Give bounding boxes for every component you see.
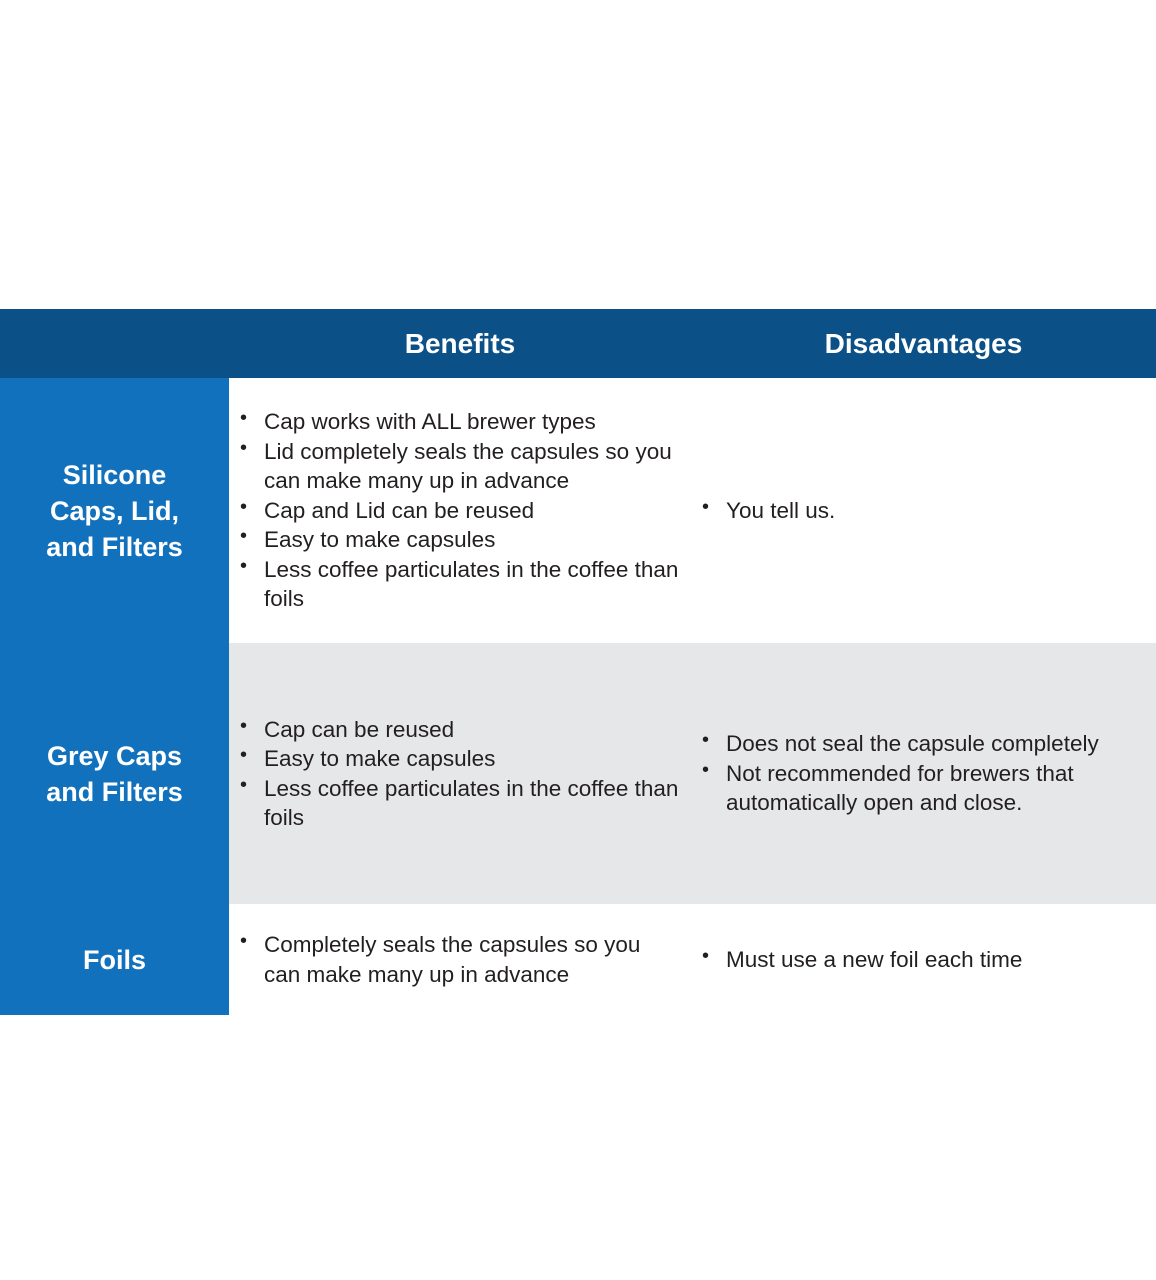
table-row bbox=[0, 904, 1156, 1015]
benefit-item: • Cap and Lid can be reused bbox=[236, 496, 682, 526]
benefit-item: • Less coffee particulates in the coffee than foils bbox=[236, 774, 682, 833]
benefits-cell bbox=[232, 378, 690, 643]
disadvantage-item: • Does not seal the capsule completely bbox=[698, 729, 1148, 759]
benefit-item: • Completely seals the capsules so you can make many up in advance bbox=[236, 930, 682, 989]
header-corner-cell bbox=[0, 309, 229, 378]
disadvantages-list bbox=[698, 945, 1148, 975]
header-disadvantages: Disadvantages bbox=[824, 328, 1023, 359]
benefits-list bbox=[236, 407, 682, 614]
benefits-cell bbox=[232, 643, 690, 904]
benefit-item: • Lid completely seals the capsules so you can make many up in advance bbox=[236, 437, 682, 496]
row-label-foils bbox=[0, 904, 229, 1015]
benefit-item: • Cap can be reused bbox=[236, 715, 682, 745]
disadvantages-cell bbox=[694, 643, 1152, 904]
row-label-line: Silicone bbox=[62, 459, 167, 490]
row-label-silicone bbox=[0, 378, 229, 643]
disadvantage-item: • You tell us. bbox=[698, 496, 1148, 526]
benefits-list bbox=[236, 930, 682, 989]
disadvantages-list bbox=[698, 496, 1148, 526]
benefit-item: • Cap works with ALL brewer types bbox=[236, 407, 682, 437]
comparison-table bbox=[0, 309, 1156, 1015]
table-row bbox=[0, 378, 1156, 643]
row-label-line: Grey Caps bbox=[46, 740, 183, 771]
disadvantages-cell bbox=[694, 378, 1152, 643]
row-label-line: Foils bbox=[82, 944, 146, 975]
row-label-line: Caps, Lid, bbox=[49, 495, 179, 526]
disadvantage-item: • Must use a new foil each time bbox=[698, 945, 1148, 975]
row-label-grey-caps bbox=[0, 643, 229, 904]
benefit-item: • Easy to make capsules bbox=[236, 744, 682, 774]
benefits-list bbox=[236, 715, 682, 833]
row-label-line: and Filters bbox=[46, 531, 183, 562]
header-benefits: Benefits bbox=[404, 328, 516, 359]
disadvantages-list bbox=[698, 729, 1148, 818]
table-row bbox=[0, 643, 1156, 904]
benefit-item: • Less coffee particulates in the coffee than foils bbox=[236, 555, 682, 614]
row-label-line: and Filters bbox=[46, 776, 183, 807]
benefits-cell bbox=[232, 904, 690, 1015]
disadvantages-cell bbox=[694, 904, 1152, 1015]
table-header-row bbox=[0, 309, 1156, 378]
benefit-item: • Easy to make capsules bbox=[236, 525, 682, 555]
disadvantage-item: • Not recommended for brewers that automatically open and close. bbox=[698, 759, 1148, 818]
